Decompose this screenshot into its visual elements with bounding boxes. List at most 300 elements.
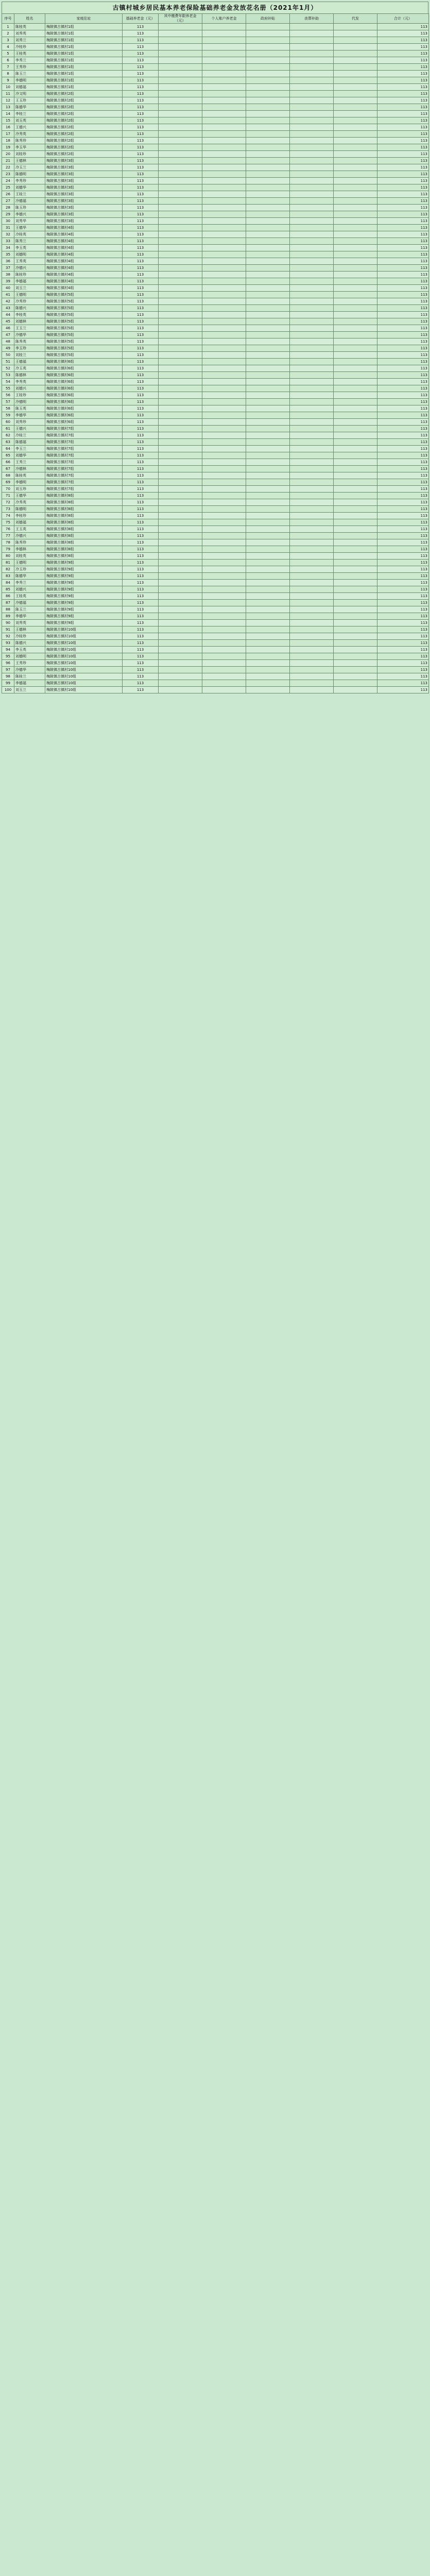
row-total: 113 <box>377 372 429 379</box>
row-address: 梅陂镇古镇村7组 <box>45 439 123 446</box>
row-total: 113 <box>377 111 429 117</box>
row-name: 陈德兴 <box>14 640 45 647</box>
row-basic-pension: 113 <box>123 24 159 30</box>
row-subsidy-a <box>246 439 290 446</box>
table-row <box>2 117 429 124</box>
row-subsidy-c <box>334 198 377 205</box>
row-index: 69 <box>2 479 14 486</box>
row-address: 梅陂镇古镇村1组 <box>45 84 123 91</box>
row-basic-pension: 113 <box>123 218 159 225</box>
row-sub-group <box>159 285 202 292</box>
row-sub-group <box>159 647 202 653</box>
row-basic-pension: 113 <box>123 486 159 493</box>
row-subsidy-b <box>290 626 334 633</box>
table-row <box>2 318 429 325</box>
table-row <box>2 71 429 77</box>
row-subsidy-c <box>334 606 377 613</box>
row-address: 梅陂镇古镇村4组 <box>45 265 123 272</box>
table-row <box>2 687 429 693</box>
row-index: 28 <box>2 205 14 211</box>
row-index: 7 <box>2 64 14 71</box>
row-subsidy-b <box>290 613 334 620</box>
row-basic-pension: 113 <box>123 184 159 191</box>
row-name: 冷德明 <box>14 399 45 405</box>
row-address: 梅陂镇古镇村4组 <box>45 231 123 238</box>
row-basic-pension: 113 <box>123 318 159 325</box>
row-subsidy-c <box>334 231 377 238</box>
row-subsidy-b <box>290 493 334 499</box>
row-personal-account <box>202 144 246 151</box>
row-subsidy-a <box>246 124 290 131</box>
row-total: 113 <box>377 613 429 620</box>
row-personal-account <box>202 318 246 325</box>
table-row <box>2 472 429 479</box>
row-basic-pension: 113 <box>123 526 159 533</box>
row-index: 80 <box>2 553 14 560</box>
row-name: 冷桂珍 <box>14 633 45 640</box>
row-address: 梅陂镇古镇村9组 <box>45 573 123 580</box>
row-address: 梅陂镇古镇村5组 <box>45 325 123 332</box>
row-basic-pension: 113 <box>123 533 159 539</box>
row-basic-pension: 113 <box>123 225 159 231</box>
row-subsidy-c <box>334 647 377 653</box>
row-subsidy-c <box>334 138 377 144</box>
row-subsidy-a <box>246 580 290 586</box>
row-sub-group <box>159 626 202 633</box>
row-subsidy-a <box>246 205 290 211</box>
row-name: 李德福 <box>14 278 45 285</box>
row-address: 梅陂镇古镇村10组 <box>45 626 123 633</box>
row-subsidy-b <box>290 399 334 405</box>
row-basic-pension: 113 <box>123 77 159 84</box>
row-address: 梅陂镇古镇村2组 <box>45 151 123 158</box>
row-subsidy-c <box>334 50 377 57</box>
header-index: 序号 <box>2 14 14 24</box>
row-basic-pension: 113 <box>123 44 159 50</box>
row-index: 10 <box>2 84 14 91</box>
row-subsidy-b <box>290 225 334 231</box>
row-subsidy-c <box>334 560 377 566</box>
row-total: 113 <box>377 258 429 265</box>
row-name: 李德华 <box>14 412 45 419</box>
row-total: 113 <box>377 30 429 37</box>
row-address: 梅陂镇古镇村3组 <box>45 205 123 211</box>
row-basic-pension: 113 <box>123 493 159 499</box>
row-basic-pension: 113 <box>123 278 159 285</box>
row-total: 113 <box>377 272 429 278</box>
row-address: 梅陂镇古镇村10组 <box>45 680 123 687</box>
row-subsidy-a <box>246 312 290 318</box>
row-subsidy-b <box>290 660 334 667</box>
row-address: 梅陂镇古镇村1组 <box>45 24 123 30</box>
table-row <box>2 338 429 345</box>
row-subsidy-a <box>246 64 290 71</box>
row-address: 梅陂镇古镇村8组 <box>45 553 123 560</box>
row-name: 陈玉兰 <box>14 606 45 613</box>
table-row <box>2 359 429 365</box>
row-basic-pension: 113 <box>123 620 159 626</box>
row-subsidy-b <box>290 278 334 285</box>
row-personal-account <box>202 680 246 687</box>
row-basic-pension: 113 <box>123 211 159 218</box>
row-subsidy-a <box>246 225 290 231</box>
row-personal-account <box>202 285 246 292</box>
row-name: 刘德兴 <box>14 385 45 392</box>
row-subsidy-c <box>334 546 377 553</box>
row-basic-pension: 113 <box>123 178 159 184</box>
row-address: 梅陂镇古镇村7组 <box>45 446 123 452</box>
row-subsidy-b <box>290 97 334 104</box>
row-basic-pension: 113 <box>123 479 159 486</box>
row-personal-account <box>202 352 246 359</box>
row-basic-pension: 113 <box>123 64 159 71</box>
row-subsidy-b <box>290 231 334 238</box>
row-name: 王桂珍 <box>14 392 45 399</box>
row-index: 75 <box>2 519 14 526</box>
row-subsidy-c <box>334 412 377 419</box>
row-personal-account <box>202 553 246 560</box>
row-index: 24 <box>2 178 14 184</box>
row-subsidy-a <box>246 426 290 432</box>
row-total: 113 <box>377 171 429 178</box>
row-index: 56 <box>2 392 14 399</box>
row-subsidy-c <box>334 432 377 439</box>
row-total: 113 <box>377 345 429 352</box>
row-sub-group <box>159 138 202 144</box>
row-subsidy-b <box>290 546 334 553</box>
row-basic-pension: 113 <box>123 379 159 385</box>
row-name: 陈桂珍 <box>14 272 45 278</box>
row-name: 李桂兰 <box>14 111 45 117</box>
row-subsidy-b <box>290 117 334 124</box>
row-personal-account <box>202 620 246 626</box>
row-address: 梅陂镇古镇村5组 <box>45 312 123 318</box>
row-personal-account <box>202 385 246 392</box>
row-address: 梅陂镇古镇村1组 <box>45 71 123 77</box>
row-basic-pension: 113 <box>123 151 159 158</box>
row-basic-pension: 113 <box>123 606 159 613</box>
row-total: 113 <box>377 292 429 298</box>
row-total: 113 <box>377 124 429 131</box>
row-basic-pension: 113 <box>123 513 159 519</box>
row-total: 113 <box>377 419 429 426</box>
row-name: 冷桂珍 <box>14 44 45 50</box>
row-name: 王德华 <box>14 493 45 499</box>
row-basic-pension: 113 <box>123 37 159 44</box>
row-name: 李玉英 <box>14 245 45 251</box>
row-address: 梅陂镇古镇村1组 <box>45 37 123 44</box>
row-name: 陈秀珍 <box>14 138 45 144</box>
row-basic-pension: 113 <box>123 104 159 111</box>
row-sub-group <box>159 372 202 379</box>
row-subsidy-c <box>334 593 377 600</box>
row-address: 梅陂镇古镇村10组 <box>45 653 123 660</box>
row-personal-account <box>202 84 246 91</box>
row-subsidy-c <box>334 91 377 97</box>
row-name: 陈秀英 <box>14 338 45 345</box>
row-total: 113 <box>377 278 429 285</box>
row-subsidy-c <box>334 57 377 64</box>
row-sub-group <box>159 211 202 218</box>
row-index: 43 <box>2 305 14 312</box>
row-basic-pension: 113 <box>123 633 159 640</box>
row-total: 113 <box>377 285 429 292</box>
row-index: 14 <box>2 111 14 117</box>
row-sub-group <box>159 365 202 372</box>
row-subsidy-c <box>334 117 377 124</box>
row-sub-group <box>159 191 202 198</box>
row-index: 55 <box>2 385 14 392</box>
row-subsidy-b <box>290 580 334 586</box>
row-index: 71 <box>2 493 14 499</box>
row-total: 113 <box>377 660 429 667</box>
row-name: 刘秀兰 <box>14 37 45 44</box>
row-subsidy-a <box>246 164 290 171</box>
table-row <box>2 647 429 653</box>
row-subsidy-c <box>334 539 377 546</box>
row-subsidy-a <box>246 117 290 124</box>
row-sub-group <box>159 171 202 178</box>
row-total: 113 <box>377 211 429 218</box>
row-address: 梅陂镇古镇村7组 <box>45 466 123 472</box>
row-subsidy-b <box>290 352 334 359</box>
row-subsidy-c <box>334 84 377 91</box>
row-name: 李德明 <box>14 479 45 486</box>
row-name: 冷德兴 <box>14 533 45 539</box>
row-subsidy-b <box>290 171 334 178</box>
row-personal-account <box>202 97 246 104</box>
row-subsidy-c <box>334 667 377 673</box>
row-name: 李德兴 <box>14 211 45 218</box>
row-subsidy-c <box>334 171 377 178</box>
row-subsidy-b <box>290 419 334 426</box>
row-total: 113 <box>377 486 429 493</box>
row-total: 113 <box>377 580 429 586</box>
row-subsidy-a <box>246 158 290 164</box>
row-sub-group <box>159 472 202 479</box>
row-total: 113 <box>377 392 429 399</box>
row-index: 61 <box>2 426 14 432</box>
row-sub-group <box>159 392 202 399</box>
row-personal-account <box>202 472 246 479</box>
row-address: 梅陂镇古镇村10组 <box>45 640 123 647</box>
row-index: 8 <box>2 71 14 77</box>
row-subsidy-a <box>246 432 290 439</box>
row-sub-group <box>159 104 202 111</box>
row-total: 113 <box>377 439 429 446</box>
table-row <box>2 251 429 258</box>
row-basic-pension: 113 <box>123 613 159 620</box>
row-total: 113 <box>377 687 429 693</box>
row-index: 77 <box>2 533 14 539</box>
row-basic-pension: 113 <box>123 586 159 593</box>
row-personal-account <box>202 412 246 419</box>
row-sub-group <box>159 272 202 278</box>
row-total: 113 <box>377 84 429 91</box>
row-subsidy-b <box>290 338 334 345</box>
row-subsidy-a <box>246 479 290 486</box>
row-personal-account <box>202 292 246 298</box>
row-index: 47 <box>2 332 14 338</box>
row-address: 梅陂镇古镇村1组 <box>45 57 123 64</box>
row-sub-group <box>159 184 202 191</box>
row-name: 陈秀珍 <box>14 539 45 546</box>
row-address: 梅陂镇古镇村2组 <box>45 111 123 117</box>
row-sub-group <box>159 332 202 338</box>
row-personal-account <box>202 432 246 439</box>
row-index: 19 <box>2 144 14 151</box>
row-sub-group <box>159 37 202 44</box>
row-subsidy-a <box>246 211 290 218</box>
row-sub-group <box>159 231 202 238</box>
row-personal-account <box>202 124 246 131</box>
row-sub-group <box>159 687 202 693</box>
row-subsidy-c <box>334 379 377 385</box>
row-basic-pension: 113 <box>123 506 159 513</box>
row-basic-pension: 113 <box>123 439 159 446</box>
row-subsidy-a <box>246 640 290 647</box>
row-basic-pension: 113 <box>123 546 159 553</box>
row-basic-pension: 113 <box>123 292 159 298</box>
row-subsidy-a <box>246 526 290 533</box>
row-subsidy-a <box>246 352 290 359</box>
row-subsidy-c <box>334 673 377 680</box>
row-total: 113 <box>377 640 429 647</box>
row-total: 113 <box>377 653 429 660</box>
row-total: 113 <box>377 399 429 405</box>
row-subsidy-a <box>246 258 290 265</box>
row-subsidy-b <box>290 412 334 419</box>
table-row <box>2 633 429 640</box>
row-subsidy-c <box>334 37 377 44</box>
row-name: 王德兴 <box>14 426 45 432</box>
row-sub-group <box>159 412 202 419</box>
row-total: 113 <box>377 573 429 580</box>
row-subsidy-a <box>246 687 290 693</box>
row-subsidy-c <box>334 332 377 338</box>
row-subsidy-b <box>290 566 334 573</box>
row-index: 41 <box>2 292 14 298</box>
row-subsidy-c <box>334 626 377 633</box>
row-index: 99 <box>2 680 14 687</box>
row-subsidy-b <box>290 513 334 519</box>
row-name: 李玉英 <box>14 647 45 653</box>
row-subsidy-b <box>290 258 334 265</box>
row-sub-group <box>159 580 202 586</box>
row-address: 梅陂镇古镇村7组 <box>45 426 123 432</box>
row-personal-account <box>202 359 246 365</box>
row-basic-pension: 113 <box>123 647 159 653</box>
row-name: 李玉珍 <box>14 345 45 352</box>
table-row <box>2 620 429 626</box>
row-personal-account <box>202 312 246 318</box>
row-address: 梅陂镇古镇村7组 <box>45 452 123 459</box>
row-address: 梅陂镇古镇村8组 <box>45 499 123 506</box>
row-subsidy-a <box>246 138 290 144</box>
row-subsidy-b <box>290 479 334 486</box>
header-basic-pension: 基础养老金（元） <box>123 14 159 24</box>
row-subsidy-a <box>246 553 290 560</box>
row-index: 18 <box>2 138 14 144</box>
row-subsidy-c <box>334 472 377 479</box>
row-total: 113 <box>377 667 429 673</box>
row-name: 李德林 <box>14 546 45 553</box>
table-row <box>2 365 429 372</box>
row-personal-account <box>202 365 246 372</box>
row-name: 陈桂英 <box>14 472 45 479</box>
table-row <box>2 385 429 392</box>
row-subsidy-a <box>246 278 290 285</box>
row-address: 梅陂镇古镇村8组 <box>45 493 123 499</box>
row-total: 113 <box>377 593 429 600</box>
row-subsidy-c <box>334 211 377 218</box>
row-address: 梅陂镇古镇村9组 <box>45 606 123 613</box>
row-total: 113 <box>377 519 429 526</box>
row-address: 梅陂镇古镇村4组 <box>45 285 123 292</box>
row-subsidy-a <box>246 586 290 593</box>
table-row <box>2 640 429 647</box>
row-personal-account <box>202 626 246 633</box>
row-subsidy-a <box>246 472 290 479</box>
row-address: 梅陂镇古镇村10组 <box>45 667 123 673</box>
row-subsidy-a <box>246 144 290 151</box>
row-subsidy-a <box>246 191 290 198</box>
row-subsidy-c <box>334 238 377 245</box>
row-subsidy-b <box>290 24 334 30</box>
row-sub-group <box>159 680 202 687</box>
row-sub-group <box>159 24 202 30</box>
row-subsidy-c <box>334 385 377 392</box>
row-basic-pension: 113 <box>123 660 159 667</box>
row-index: 87 <box>2 600 14 606</box>
row-personal-account <box>202 506 246 513</box>
row-address: 梅陂镇古镇村5组 <box>45 298 123 305</box>
row-index: 50 <box>2 352 14 359</box>
row-subsidy-a <box>246 613 290 620</box>
table-row <box>2 546 429 553</box>
row-personal-account <box>202 667 246 673</box>
row-subsidy-b <box>290 285 334 292</box>
row-sub-group <box>159 151 202 158</box>
row-name: 刘德华 <box>14 452 45 459</box>
row-subsidy-a <box>246 539 290 546</box>
table-row <box>2 211 429 218</box>
row-address: 梅陂镇古镇村2组 <box>45 124 123 131</box>
row-personal-account <box>202 513 246 519</box>
row-subsidy-c <box>334 305 377 312</box>
row-sub-group <box>159 613 202 620</box>
row-name: 王玉英 <box>14 526 45 533</box>
table-row <box>2 184 429 191</box>
row-personal-account <box>202 613 246 620</box>
row-personal-account <box>202 606 246 613</box>
table-row <box>2 399 429 405</box>
row-name: 王玉珍 <box>14 97 45 104</box>
row-subsidy-b <box>290 245 334 251</box>
row-total: 113 <box>377 104 429 111</box>
row-personal-account <box>202 566 246 573</box>
row-subsidy-b <box>290 667 334 673</box>
row-sub-group <box>159 466 202 472</box>
row-subsidy-b <box>290 345 334 352</box>
row-subsidy-b <box>290 593 334 600</box>
row-index: 53 <box>2 372 14 379</box>
row-sub-group <box>159 526 202 533</box>
row-index: 82 <box>2 566 14 573</box>
row-subsidy-c <box>334 205 377 211</box>
row-sub-group <box>159 426 202 432</box>
row-subsidy-a <box>246 272 290 278</box>
